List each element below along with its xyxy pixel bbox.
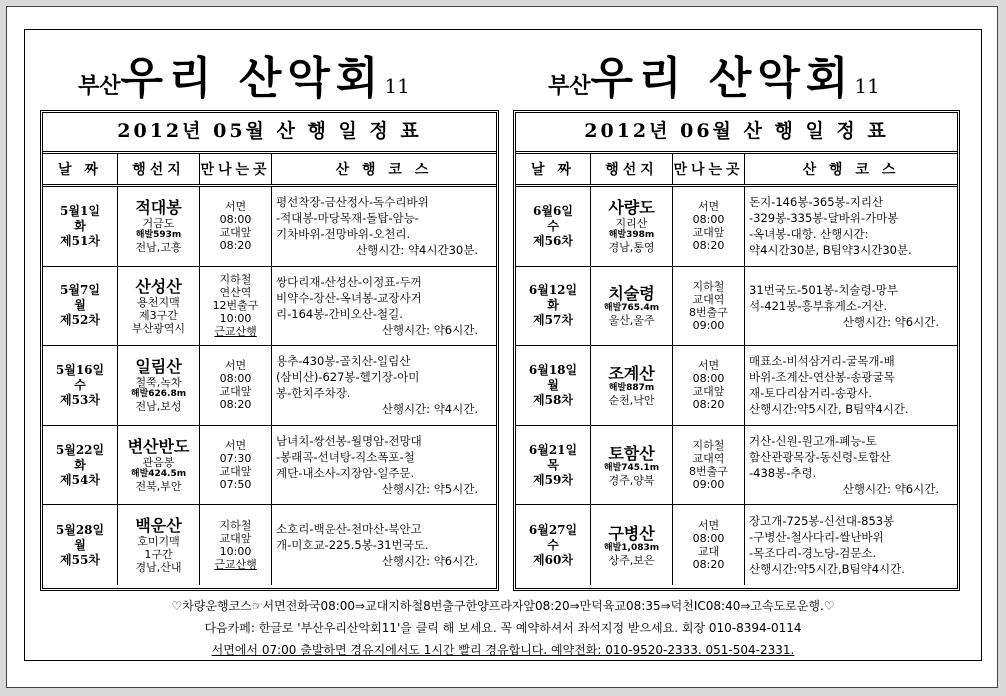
trip-date-line: 화	[547, 298, 559, 313]
destination-cell	[118, 187, 200, 266]
trip-date-line: 목	[547, 457, 559, 472]
course-line: 개-미호교-225.5봉-31번국도.	[276, 538, 429, 553]
trip-date-line: 6월21일	[528, 442, 578, 457]
destination-detail: 관음봉	[142, 456, 175, 470]
course-line: 용추-430봉-골치산-일림산	[276, 354, 411, 369]
hiking-time: 산행시간: 약5시간.	[381, 482, 478, 497]
course-cell	[272, 346, 496, 425]
destination-detail: 지리산	[615, 217, 648, 231]
trip-date-line: 월	[74, 298, 86, 313]
course-cell	[745, 267, 957, 346]
schedule-row	[43, 346, 496, 426]
destination-detail: 전남,고흥	[135, 241, 182, 255]
meeting-detail: 10:00	[219, 312, 252, 326]
course-line: 계단-내소사-지장암-일주문.	[276, 466, 415, 481]
hiking-time: 산행시간: 약6시간.	[842, 314, 939, 329]
course-line: -438봉-추령.	[749, 466, 817, 481]
destination-detail: 전북,부안	[135, 480, 182, 494]
meeting-detail: 교대역	[692, 452, 725, 466]
destination-detail: 순천,낙안	[608, 393, 655, 407]
header-destination-label: 행선지	[132, 162, 185, 178]
meeting-detail: 서면	[697, 200, 720, 214]
course-line: 거산-신원-원고개-폐능-토	[749, 434, 877, 449]
meeting-place-cell	[200, 426, 272, 505]
meeting-detail: 8번출구	[689, 465, 728, 479]
course-line: -329봉-335봉-달바위-가마봉	[749, 211, 899, 226]
meeting-detail: 08:00	[692, 213, 725, 227]
meeting-detail: 09:00	[692, 318, 725, 332]
course-line: -목조다리-경노당-검문소.	[749, 546, 877, 561]
header-course-label: 산 행 코 스	[335, 162, 433, 178]
meeting-detail: 08:00	[219, 372, 252, 386]
header-date	[43, 154, 118, 184]
trip-date-line: 수	[74, 377, 86, 392]
mountain-name: 구병산	[608, 523, 655, 543]
altitude-text: 해발593m	[135, 230, 182, 241]
meeting-detail: 서면	[224, 359, 247, 373]
cafe-contact-note: 다음카페: 한글로 '부산우리산악회11'을 클릭 해 보세요. 꼭 예약하셔서 좌석지정 받으세요. 회장 010-8394-0114	[204, 621, 802, 635]
meeting-detail: 교대	[697, 545, 720, 559]
destination-detail: 전남,보성	[135, 400, 182, 414]
meeting-detail: 08:20	[219, 239, 252, 253]
mountain-name: 조계산	[608, 363, 655, 383]
schedule-row	[43, 505, 496, 585]
meeting-place-cell	[673, 267, 745, 346]
trip-date-line: 6월27일	[528, 522, 578, 537]
trip-date-line: 제59차	[533, 472, 573, 487]
destination-detail: 부산광역시	[131, 321, 186, 335]
mountain-name: 적대봉	[135, 198, 182, 218]
trip-date-line: 5월16일	[55, 362, 105, 377]
meeting-detail: 교대앞	[219, 465, 252, 479]
course-line: 약4시간30분, B팀약3시간30분.	[749, 243, 912, 258]
meeting-detail: 8번출구	[689, 305, 728, 319]
course-cell	[745, 346, 957, 425]
destination-detail: 울산,울주	[608, 314, 655, 328]
course-line: -구병산-철사다리-쌀난바위	[749, 530, 884, 545]
mountain-name: 변산반도	[127, 437, 190, 457]
altitude-text: 해발887m	[608, 382, 655, 393]
header-meeting-place-label: 만나는곳	[673, 162, 744, 178]
meeting-detail: 08:00	[692, 372, 725, 386]
meeting-detail: 지하철	[692, 439, 725, 453]
hiking-time: 산행시간: 약6시간.	[842, 482, 939, 497]
meeting-detail: 서면	[224, 200, 247, 214]
mountain-name: 산성산	[135, 276, 182, 296]
course-line: 비약수-장산-옥녀봉-교장사거	[276, 290, 422, 305]
course-line: 석-421봉-흥부휴게소-거산.	[749, 298, 888, 313]
trip-date-line: 제51차	[60, 233, 100, 248]
meeting-detail: 교대역	[692, 292, 725, 306]
course-line: 평선착장-금산정사-독수리바위	[276, 195, 429, 210]
trip-date-line: 화	[74, 457, 86, 472]
mountain-name: 사량도	[608, 198, 655, 218]
course-line: 31번국도-501봉-치술령-망부	[749, 282, 899, 297]
header-course-label: 산 행 코 스	[802, 162, 900, 178]
altitude-text: 해발745.1m	[603, 462, 660, 473]
meeting-detail: 서면	[697, 519, 720, 533]
header-destination	[591, 154, 673, 184]
course-line: 바위-조계산-연산봉-송광굴목	[749, 370, 895, 385]
altitude-text: 해발398m	[608, 230, 655, 241]
course-line: 함산관광목장-동신령-토함산	[749, 450, 891, 465]
reservation-note: 서면에서 07:00 출발하면 경유지에서도 1시간 빨리 경유합니다. 예약전화: 010-9520-2333. 051-504-2331.	[211, 643, 795, 657]
schedule-heading: 2012년 06월 산 행 일 정 표	[516, 113, 957, 154]
trip-date-line: 월	[74, 537, 86, 552]
meeting-detail: 10:00	[219, 545, 252, 559]
meeting-place-cell	[200, 187, 272, 266]
mountain-name: 치술령	[608, 284, 655, 304]
meeting-detail: 09:00	[692, 478, 725, 492]
meeting-detail: 08:20	[692, 239, 725, 253]
course-cell	[745, 426, 957, 505]
trip-date-cell	[43, 505, 118, 585]
destination-cell	[591, 267, 673, 346]
mountain-name: 백운산	[135, 516, 182, 536]
meeting-detail: 교대앞	[219, 226, 252, 240]
meeting-detail: 07:50	[219, 478, 252, 492]
course-cell	[745, 187, 957, 266]
header-meeting-place	[200, 154, 272, 184]
trip-date-cell	[43, 187, 118, 266]
destination-cell	[118, 346, 200, 425]
trip-date-line: 5월22일	[55, 442, 105, 457]
course-line: 봉-한치주차장.	[276, 386, 351, 401]
meeting-detail: 지하철	[219, 519, 252, 533]
course-line: -적대봉-마당목재-돌탑-암능-	[276, 211, 419, 226]
meeting-detail: 08:20	[219, 398, 252, 412]
mountain-name: 토함산	[608, 443, 655, 463]
course-line: 리-164봉-간비오산-철길.	[276, 306, 403, 321]
june-schedule-table	[513, 110, 960, 591]
course-line: 매표소-비석삼거리-굴목개-배	[749, 354, 895, 369]
header-course	[272, 154, 496, 184]
trip-date-cell	[43, 346, 118, 425]
hiking-time: 산행시간: 약6시간.	[381, 554, 478, 569]
header-course	[745, 154, 957, 184]
trip-date-line: 화	[74, 218, 86, 233]
destination-detail: 용천지맥	[137, 295, 180, 309]
course-line: 장고개-725봉-신선대-853봉	[749, 514, 895, 529]
course-line: (삼비산)-627봉-헬기장-아미	[276, 370, 420, 385]
schedule-row	[43, 426, 496, 506]
destination-cell	[591, 187, 673, 266]
meeting-place-cell	[200, 267, 272, 346]
course-cell	[272, 187, 496, 266]
destination-detail: 경남,산내	[135, 561, 182, 575]
hiking-time: 산행시간: 약6시간.	[381, 322, 478, 337]
hiking-time: 산행시간: 약4시간.	[381, 402, 478, 417]
meeting-detail: 08:00	[692, 532, 725, 546]
meeting-detail: 08:20	[692, 558, 725, 572]
course-line: 재-토다리삼거리-송광사.	[749, 386, 873, 401]
trip-date-line: 6월6일	[533, 203, 573, 218]
schedule-row	[516, 267, 957, 347]
course-cell	[745, 505, 957, 585]
schedule-row	[516, 505, 957, 585]
course-cell	[272, 267, 496, 346]
course-cell	[272, 505, 496, 585]
destination-detail: 경주,양북	[608, 473, 655, 487]
altitude-text: 해발626.8m	[130, 389, 187, 400]
destination-cell	[591, 346, 673, 425]
course-line: 남녀치-쌍선봉-월명암-전망대	[276, 434, 422, 449]
column-header-row	[43, 154, 496, 187]
header-meeting-place-label: 만나는곳	[200, 162, 271, 178]
trip-date-line: 제55차	[60, 552, 100, 567]
schedule-row	[43, 187, 496, 267]
meeting-detail: 서면	[224, 439, 247, 453]
trip-date-line: 수	[547, 218, 559, 233]
trip-date-line: 제60차	[533, 552, 573, 567]
trip-date-line: 월	[547, 377, 559, 392]
meeting-detail: 서면	[697, 359, 720, 373]
course-line: 소호리-백운산-천마산-북안고	[276, 522, 422, 537]
meeting-place-cell	[673, 426, 745, 505]
schedule-row	[516, 187, 957, 267]
schedule-row	[516, 426, 957, 506]
meeting-place-cell	[673, 346, 745, 425]
meeting-detail: 지하철	[692, 279, 725, 293]
destination-detail: 1구간	[144, 548, 173, 562]
altitude-text: 해발424.5m	[130, 469, 187, 480]
trip-date-cell	[516, 505, 591, 585]
meeting-detail: 08:20	[692, 398, 725, 412]
trip-date-line: 5월1일	[60, 203, 100, 218]
trip-date-line: 제56차	[533, 233, 573, 248]
header-date-label: 날 짜	[58, 162, 102, 178]
schedule-row	[516, 346, 957, 426]
meeting-place-cell	[200, 346, 272, 425]
course-line: 돈지-146봉-365봉-지리산	[749, 195, 884, 210]
schedule-row	[43, 267, 496, 347]
course-line: 산행시간:약5시간,B팀약4시간.	[749, 562, 905, 577]
destination-detail: 상주,보은	[608, 553, 655, 567]
trip-date-cell	[516, 187, 591, 266]
meeting-detail: 근교산행	[214, 325, 257, 339]
destination-cell	[118, 426, 200, 505]
meeting-detail: 교대앞	[692, 385, 725, 399]
bus-route-note: ♡차량운행코스☞서면전화국08:00⇒교대지하철8번출구한양프라자앞08:20⇒만덕육교08:35⇒덕천IC08:40⇒고속도로운행.♡	[171, 599, 835, 613]
club-title-right: 부산우리 산악회11	[548, 53, 880, 104]
meeting-detail: 교대앞	[692, 226, 725, 240]
altitude-text: 해발1,083m	[603, 542, 660, 553]
destination-detail: 경남,통영	[608, 241, 655, 255]
meeting-detail: 교대앞	[219, 385, 252, 399]
meeting-detail: 08:00	[219, 213, 252, 227]
trip-date-cell	[516, 346, 591, 425]
destination-cell	[591, 505, 673, 585]
course-line: 산행시간:약5시간, B팀약4시간.	[749, 402, 909, 417]
trip-date-line: 수	[547, 537, 559, 552]
meeting-detail: 07:30	[219, 452, 252, 466]
meeting-place-cell	[673, 187, 745, 266]
trip-date-line: 5월28일	[55, 522, 105, 537]
destination-cell	[118, 267, 200, 346]
trip-date-cell	[43, 267, 118, 346]
meeting-place-cell	[200, 505, 272, 585]
trip-date-line: 제58차	[533, 392, 573, 407]
meeting-detail: 근교산행	[214, 558, 257, 572]
header-destination	[118, 154, 200, 184]
destination-detail: 철쭉,녹차	[135, 376, 182, 390]
header-date	[516, 154, 591, 184]
header-date-label: 날 짜	[531, 162, 575, 178]
trip-date-line: 제52차	[60, 313, 100, 328]
meeting-detail: 12번출구	[212, 299, 259, 313]
hiking-time: 산행시간: 약4시간30분.	[355, 243, 478, 258]
meeting-place-cell	[673, 505, 745, 585]
column-header-row	[516, 154, 957, 187]
course-cell	[272, 426, 496, 505]
course-line: 쌍다리재-산성산-이정표-두꺼	[276, 274, 422, 289]
meeting-detail: 지하철	[219, 273, 252, 287]
destination-detail: 거금도	[142, 217, 175, 231]
course-line: -옥녀봉-대항. 산행시간:	[749, 227, 869, 242]
course-line: 기차바위-전망바위-오천리.	[276, 227, 411, 242]
schedule-heading: 2012년 05월 산 행 일 정 표	[43, 113, 496, 154]
mountain-name: 일림산	[135, 357, 182, 377]
may-schedule-table	[40, 110, 499, 591]
trip-date-line: 6월18일	[528, 362, 578, 377]
destination-detail: 호미기맥	[137, 535, 180, 549]
trip-date-cell	[43, 426, 118, 505]
destination-cell	[118, 505, 200, 585]
meeting-detail: 연산역	[219, 286, 252, 300]
trip-date-cell	[516, 426, 591, 505]
header-meeting-place	[673, 154, 745, 184]
trip-date-line: 5월7일	[60, 283, 100, 298]
trip-date-line: 제54차	[60, 472, 100, 487]
trip-date-line: 제57차	[533, 313, 573, 328]
trip-date-line: 제53차	[60, 392, 100, 407]
destination-cell	[591, 426, 673, 505]
header-destination-label: 행선지	[605, 162, 658, 178]
trip-date-cell	[516, 267, 591, 346]
course-line: -봉래곡-선녀탕-직소폭포-철	[276, 450, 415, 465]
destination-detail: 제3구간	[139, 308, 178, 322]
trip-date-line: 6월12일	[528, 283, 578, 298]
altitude-text: 해발765.4m	[603, 303, 660, 314]
club-title-left: 부산우리 산악회11	[78, 53, 410, 104]
meeting-detail: 교대앞	[219, 532, 252, 546]
